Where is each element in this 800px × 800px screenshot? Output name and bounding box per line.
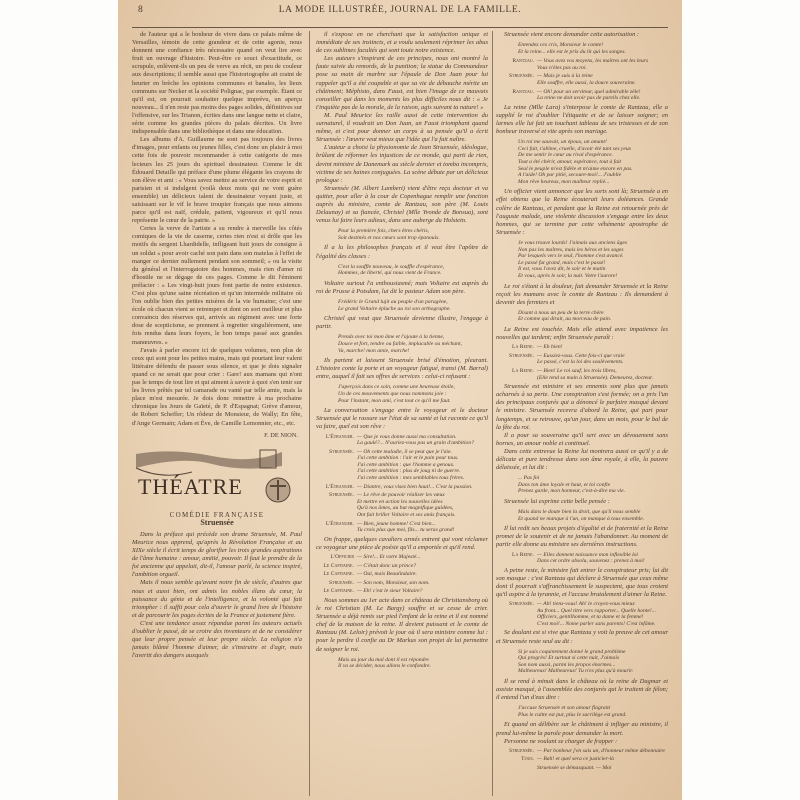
section-heading: COMÉDIE FRANÇAISE bbox=[169, 510, 265, 519]
paragraph: Struensée vient encore demander cette autorisation : bbox=[504, 31, 639, 38]
dialogue-line bbox=[316, 449, 488, 482]
verse-quote: Frédéric le Grand lujit au peuple d'un paragène, Le grand Voltaire épluche au roi son orthographe. bbox=[338, 299, 451, 312]
dialogue-text: — Mais je suis à la reine Elle souffre, elle aussi, la douce souveraine. bbox=[537, 73, 636, 87]
dialogue-line bbox=[316, 554, 488, 561]
paragraph: Le roi s'étant à la douleur, fait demander Struensée et la Reine reçoit les mamans avec le comte de Rantzau : Ils demandent à devenir des fermiers et bbox=[496, 282, 668, 306]
dialogue-text: — Que je vous donne aussi ma consultation. La gaulé?... N'auriez-vous pas un grain d'ambition? bbox=[357, 433, 474, 447]
paragraph: Personne ne voulant se charger de frapper : bbox=[504, 737, 618, 745]
paragraph: Christel qui veut que Struensée devienne illustre, l'engage à partir. bbox=[316, 315, 488, 331]
paragraph: C'est une tendance assez répandue parmi les auteurs actuels d'oublier le passé, de se croire des inventeurs et de ne considérer que leur propre pensée et leur propre siècle. La religion n'a jamais blâmé l'homme d'aimer, de s'instruire et d'agir, mais l'avertit des dangers auxquels bbox=[132, 619, 302, 660]
paragraph: Se doulant est si vive que Rantzau y voit la preuve de cet amour et Struensée reste seul au dit : bbox=[496, 629, 668, 645]
paragraph: Struensée (M. Albert Lambert) vient d'être reçu docteur et va quitter, pour aller à la cour de Copenhague remplir une fonction auprès du ministre, comte de Rantzau, son père (M. Louis Delaunay) et sa fiancée, Christel (Mlle Yvonde de Bonsua), sont venus lui faire leurs adieux, dans une auberge du Holstein. bbox=[316, 184, 488, 225]
paragraph: Struensée lui exprime cette belle pensée : bbox=[504, 497, 610, 505]
dialogue-line bbox=[496, 89, 668, 102]
dialogue-line bbox=[496, 765, 668, 772]
dialogue-text: — Diantre, vous visez bien haut!... C'est la passion. bbox=[357, 483, 473, 490]
verse-quote: Mais dans le doute bien la droit, que qu'il nous semble Et quand ne manque à l'un, on manque à tous ensemble. bbox=[518, 509, 645, 522]
speaker-name: L'Officier bbox=[330, 554, 354, 560]
theatre-banner-illustration bbox=[132, 446, 302, 508]
verse-quote: Prends avec toi mon âme et l'ajoute à la tienne, Douce et fort, tendre ou faible, implacable ou méchant, Va, marche! mon amie, marche! bbox=[338, 334, 462, 354]
verse-quote: Un roi me sauvait, un époux, un amant! Ceci fait, t'abîme, cruelle, d'avoir été tant ses yeux De me sentir le cœur au rival d'espérance. Tout a été chérir, amour, espérance, tout à fait Seul le peuple m'est fidèle et m'aime encore en pas. A l'aide! Oh par pitié, secoure-moi!... J'oublie Mon rêve heureux, mon malheur replié... bbox=[518, 139, 633, 185]
speaker-name: La Reine. bbox=[512, 367, 534, 374]
dialogue-line bbox=[496, 552, 668, 565]
speaker-name: Rantzau. bbox=[512, 88, 534, 95]
paragraph: Un officier vient annoncer que les sorts sont là; Struensée a en effet obtenu que la Reine écouterait leurs doléances. Grande colère de Rantzau, et pendant que la Reine est retournée près de l'auguste malade, une violente discussion s'engage entre les deux hommes, qui se termine par cette véhémente apostrophe de Struensée : bbox=[496, 188, 668, 236]
dialogue-line bbox=[496, 748, 668, 755]
paragraph: La reine (Mlle Lara) s'interpose le comte de Rantzau, elle a supplié le roi d'oublier l'étiquette et de se laisser soigner; en larmes elle lui fait un touchant tableau de ses tristesses et de son bonheur traversé et vite après son mariage. bbox=[496, 103, 668, 136]
paragraph: J'avais à parler encore ici de quelques volumes, non plus de ceux qui sont pour les petites mains, mais qui pourtant leur valent littéraire défendu de passer sous silence, et que je dois signaler quand ce ne serait que pour crier : Gare! aux mamans qui n'ont pas le temps de tout lire et qui aiment à savoir à quoi s'en tenir sur les livres prêtés par tel camarade ou vanté par telle amie, mais la place m'est mesurée. Je dois donc remettre à ma prochaine chronique les Jours de Gaïeté, de P. d'Espagnat; Grève d'amour, de Robert Scheffer; Un rôdeur de Monsieur, de Wally; En fête, d'Ange Germain; Adam et Ève, de Camille Lemonnier, etc., etc. bbox=[132, 346, 302, 427]
dialogue-text: — Eh! c'est le sieur Voltaire? bbox=[357, 588, 423, 595]
paragraph: Il se rend à minuit dans le château où la reine de Dagmar et assiste masqué, à l'assemblée des conjurés qui le traitent de félon; il entend l'un d'eux dire : bbox=[496, 678, 668, 702]
speaker-name: Le Capitaine. bbox=[323, 588, 354, 595]
dialogue-line bbox=[496, 756, 668, 763]
column-3 bbox=[496, 31, 668, 796]
dialogue-text: — Vous avez vos moyens, les maîtres ont les leurs Vous n'êtes pas au roi. bbox=[537, 58, 649, 71]
paragraph: M. Paul Meurice les raille aussi de cette intervention du surnaturel, il voudrait un Don Juan, un Faust triomphant quand même, et c'est pour donner un corps à sa pensée qu'il a écrit Struensée : l'œuvre veut mieux que l'idée qui l'a fait naître. bbox=[316, 111, 488, 144]
speaker-name: L'Étranger. bbox=[325, 483, 354, 490]
column-2 bbox=[316, 31, 488, 796]
paragraph: Il a lu les philosophes français et il veut être l'apôtre de l'égalité des classes : bbox=[316, 244, 488, 260]
verse-quote: Entendez ces cris, Monsieur le comte! Et la reine... elle est le prix du lit qui les songes. bbox=[518, 42, 626, 55]
speaker-name: Le Capitaine. bbox=[323, 562, 354, 569]
speaker-name: Le Capitaine. bbox=[323, 571, 354, 578]
column-divider bbox=[492, 31, 493, 796]
dialogue-text: — Le rêve de pouvoir réaliser les vœux Et mettre en action les nouvelles idées Qu'à nos âmes, au but magnifique guidées, Ont fait briller Voltaire et ses amis français. bbox=[357, 492, 456, 519]
paragraph: Ils partent et laissent Struensée brisé d'émotion, pleurant. L'histoire conte la porte et un voyageur fatigué, transi (M. Barral) entre, auquel il fait ses offres de services : celui-ci refusant : bbox=[316, 357, 488, 381]
paragraph: Il lui redit ses beaux projets d'égalité et de fraternité et la Reine promet de le soutenir et de ne jamais l'abandonner. Au moment de partir elle donne au ministre ses dernières instructions. bbox=[496, 525, 668, 549]
verse-quote: Si je suis coquinement donné le grand problème Qui progrès! Et surtout si cette nuit, J'aimais Son nom aussi, parmi les propos énormes... Malheureux! Malheureux! Tu n'es plus qu'à mourir. bbox=[518, 648, 634, 675]
paragraph: L'auteur a choisi la physionomie de Jean Struensée, idéologue, brûlant de réformer les injustices de ce monde, qui parti de rien, devint ministre de Danemark au siècle dernier et tomba incompris, victime de ses haines conjuguées. La scène débute par un délicieux prologue : bbox=[316, 144, 488, 184]
header-rule bbox=[132, 27, 668, 28]
dialogue-text: — Oui, mais Beaulindaire. bbox=[357, 571, 417, 578]
paragraph: il s'expose en ne cherchant que la satisfaction unique et immédiate de ses instincts, et a voulu seulement réprimer les abus de ces sublimes facultés qui sont toute notre existence. bbox=[316, 31, 488, 55]
dialogue-text: — Bien! Le roi sauf, les trois libres, (Elle tend sa main à Struensée). Demeurez, docteur. bbox=[537, 367, 653, 381]
paragraph: Les auteurs s'inspirant de ces principes, nous ont montré la faute suivie du remords, de la punition; la statue du Commandeur pose sa main de marbre sur l'épaule de Don Juan pour lui rappeler qu'il a été coupable et que sa vie de débauche mérite un châtiment; Méphisto, dans Faust, est bien l'image de ce mauvais conseiller qui dans les moments les plus difficiles nous dit : « Je t'inquiète pas de la morale, de la raison, agis suivant ta nature! » bbox=[316, 55, 488, 111]
dialogue-text: — Oh! pour un serviteur, quel admirable zèle! La reine ne doit avoir pas de pareils chez elle. bbox=[537, 88, 641, 102]
speaker-name: Struensée. bbox=[329, 492, 354, 499]
verse-quote: Je vous trouve lourds! J'aimais aux anciens âges Non pas les maîtres, mais les héros et les sages Par lesquels vers le seul, l'homme s'est avancé. Le passé fut grand, mais c'est le passé! Il est, vous l'avez dit, le soir et le matin Et vous, après le soir, la nuit. Votre l'aurore! bbox=[518, 239, 628, 279]
dialogue-text: — Oh cette maladie, il se peut que je l'aie. J'ai cette ambition : l'air et le pain pour tous. J'ai cette ambition : que l'homme a genoux. J'ai cette ambition : plus de joug ni de guerre. J'ai cette ambition : mes semblables tous frères. bbox=[357, 448, 465, 482]
dialogue-line bbox=[316, 571, 488, 578]
newspaper-page bbox=[118, 0, 682, 800]
paragraph: Struensée est ministre et ses ennemis sont plus que jamais acharnés à sa perte. Une conspiration s'est formée; on a pris l'un des principaux conjurés qui a dénoncé le parfaire masqué devant le ministre. Struensée recevra d'abord la Reine, qui part pour longtemps, et se retrouve, qu'un jour, dans un mois, pour le bal de la fête du roi. bbox=[496, 383, 668, 431]
speaker-name: L'Étranger. bbox=[325, 433, 354, 440]
speaker-name bbox=[496, 765, 537, 772]
verse-quote: J'accuse Struensée et son amour flagrant Plus le cultte est pur, plus le sacrilège est grand. bbox=[518, 705, 627, 718]
dialogue-line bbox=[496, 368, 668, 381]
dialogue-line bbox=[316, 563, 488, 570]
speaker-name: Struensée. bbox=[509, 73, 534, 80]
speaker-name: Tous. bbox=[521, 756, 534, 763]
dialogue-text: Struensée se démasquant. — Moi bbox=[537, 764, 612, 771]
dialogue-line bbox=[496, 353, 668, 366]
dialogue-text: — Eussiez-vous. Cette fois-ci que vraie Le passé, c'est la loi des soulèvements. bbox=[537, 352, 625, 366]
verse-quote: C'est la souffle nouveau, le souffle d'espérance, Hommes, de liberté, qui nous vient de France. bbox=[338, 263, 445, 277]
dialogue-line bbox=[316, 484, 488, 491]
speaker-name: Struensée. bbox=[329, 579, 354, 586]
dialogue-line bbox=[316, 492, 488, 518]
column-1 bbox=[132, 31, 302, 796]
paragraph: Il a pour sa souveraine qu'il sert avec un dévouement sans bornes, un amour noble et continuel. bbox=[496, 431, 668, 447]
paragraph: Et quand on délibère sur le châtiment à infliger au ministre, il prend lui-même la parole pour demander la mort. bbox=[496, 721, 668, 737]
paragraph: Dans la préface qui précède son drame Struensée, M. Paul Meurice nous apprend, qu'après la Révolution Française et au XIXe siècle il écrit temps de glorifier les trois grandes aspirations de l'âme humaine : amour, amitié, pouvoir. Il faut le prendre de la foi ancienne qui appelait, dit-il, l'amour parlé, la science inspiré, l'ambition orgueil. bbox=[132, 530, 302, 579]
dialogue-line bbox=[496, 601, 668, 627]
dialogue-text: — C'était donc un prince? bbox=[357, 562, 416, 569]
speaker-name: Struensée. bbox=[509, 352, 534, 359]
speaker-name: Rantzau. bbox=[512, 58, 534, 65]
dialogue-text: — Elles donnent naissance mon inflexible loi Dans cet ordre absolu, souvenez : prenez à moi! bbox=[537, 551, 645, 565]
speaker-name: Struensée. bbox=[509, 747, 534, 754]
paragraph: Nous sommes au 1er acte dans ce château de Christiansborg où le roi Christian (M. Le Bargy) souffre et se cesse de crier. Struensée a déjà remis sur pied l'enfant de la reine et il est nommé chef de la maison de la reine. Il devient puissant et le comte de Rantzau (M. Leloir) prévoit le jour où il sera ministre comme lui : pour le perdre il confie au Dr Markus son projet de lui permettre de soigner le roi. bbox=[316, 596, 488, 653]
dialogue-text: — Son nom, Monsieur, son nom. bbox=[357, 579, 430, 586]
speaker-name: Struensée. bbox=[329, 448, 354, 455]
paragraph: La conversation s'engage entre le voyageur et le docteur Struensée qui le rassure sur l'état de sa santé et lui raconte ce qu'il va faire, quel est son rêve : bbox=[316, 407, 488, 431]
journal-title: LA MODE ILLUSTRÉE, JOURNAL DE LA FAMILLE. bbox=[278, 5, 522, 15]
paragraph: On frappe, quelques cavaliers armés entrent qui vont réclamer ce voyageur une pièce de poésie qu'il a emportée et qu'il rend. bbox=[316, 535, 488, 551]
speaker-name: Struensée. bbox=[509, 601, 534, 608]
paragraph: Voltaire surtout l'a enthousiasmé; mais Voltaire est auprès du roi de Prusse à Potsdam, lui dit le pasteur Adam son père. bbox=[316, 279, 488, 295]
page-number: 8 bbox=[138, 5, 144, 15]
play-title: Struensée bbox=[200, 517, 234, 527]
verse-quote: Mais au jour du mal dont il est répondre Il va se décider, nous allons le confondre. bbox=[338, 656, 431, 670]
dialogue-text: — Bien, jeune homme! C'est bien... Tu crois plus que moi, fils... tu seras grand! bbox=[357, 520, 455, 534]
paragraph: Certes la verve de l'artiste a su rendre à merveille les côtés comiques de la vie de caserne, certes rien n'est si drôle que les motifs du sergent Lhardidelle, infligeant huit jours de consigne à un soldat « pour avoir caché son pain dans son matelas à l'effet de manger ce dernier nullement pendant son sommeil; » ou la visite du général et l'interrogatoire des hommes, mais rien d'amer ni d'hostile ne se dégage de ces pages. Comme le dit l'éminent préfacier : « Les vingt-huit jours font partie de notre existence. C'est plus qu'une saine récréation et qu'un intermède militaire où l'on oublie bien des petites misères de la vie humaine; c'est une école où chacun vient se retremper et dont on sort meilleur et plus convaincu des réserves qui, arrivés au régiment avec une forte dose de scepticisme, se prennent à regretter singulièrement, une fois rendus dans leurs foyers, le bon temps passé aux grandes manœuvres. » bbox=[132, 225, 302, 346]
paragraph: A peine reste, le ministre fait entrer le conspirateur pris; lui dit son masque : c'est Rantzau qui déclare à Struensée que ceux même dont il pourrait s'affranchissement le suspectent, que tous croient qu'il aspire à la tyrannie, et l'accuse brutalement d'aimer la Reine. bbox=[496, 566, 668, 598]
speaker-name: L'Étranger. bbox=[325, 520, 354, 527]
dialogue-text: — Eh bien! bbox=[537, 344, 563, 351]
dialogue-line bbox=[316, 521, 488, 534]
verse-quote: Disant à nous un peu de la terre chère Et comme qui dirait, au morceau de pain. bbox=[518, 309, 612, 323]
dialogue-line bbox=[316, 580, 488, 587]
dialogue-line bbox=[316, 434, 488, 447]
verse-quote: ... Pas foi Dans ton âme loyale et haut, et loi confie Prenez garde, mon honneur, c'est-à-dire ma vie. bbox=[518, 475, 625, 495]
column-divider bbox=[309, 31, 310, 796]
dialogue-line bbox=[316, 588, 488, 595]
dialogue-line bbox=[496, 344, 668, 351]
paragraph: La Reine est touchée. Mais elle attend avec impatience les nouvelles qui tardent; enfin Struensée paraît : bbox=[496, 325, 668, 342]
speaker-name: La Reine. bbox=[512, 551, 534, 558]
paragraph: de l'auteur qui a le bonheur de vivre dans ce palais même de Versailles, témoin de cette grandeur et de cette agonie, nous donnent une confiance très nécessaire quand on veut lire avec fruit un ouvrage d'histoire. Peut-être ce souci d'exactitude, ce scrupule, enlèvent-ils un peu de verve au récit, un peu de couleur aux descriptions; il semble aussi que l'historiographe ait craint de heurter en brèche les opinions communes et banales, les lieux communs sur Necker et la société Polignac, par exemple. Étant ce qu'il est, on pourrait souhaiter quelque imprévu, un aperçu nouveau... il n'en reste pas moins des pages solides, définitives sur l'offensive, sur les Trianon, écrites dans une langue nette et claire, série comme les grandes pièces du palais décrites. Un livre indispensable dans une bibliothèque et dans une éducation. bbox=[132, 31, 302, 136]
paragraph: Les albums d'A. Guillaume ne sont pas toujours des livres d'images, pour enfants ou jeunes filles, c'est donc un plaisir à moi cette fois de pouvoir recommander à cette catégorie de mes lecteurs les 25 jours du spirituel dessinateur. Comme le dit Édouard Detaille qui préface d'une plume élégante les crayons de son élève et ami : « Vous savez mettre au service de votre esprit et parisien et si indulgent (voilà deux mots qui ne vont guère ensemble) un délicieux talent de dessinateur voyant juste, et saisissant sur le vif le brave troupier français que nous aimons parce qu'il est naïf, crédule, patient, vigoureux et qu'il nous représente le cœur de la patrie. » bbox=[132, 136, 302, 225]
theatre-banner-art bbox=[132, 446, 302, 508]
dialogue-text: — Sire!... Et votre Majesté... bbox=[357, 554, 421, 560]
page-header bbox=[132, 4, 668, 24]
speaker-name: La Reine. bbox=[512, 344, 534, 351]
paragraph: Mais il nous semble qu'avant notre fin de siècle, d'autres que nous et aussi bien, ont admis les nobles élans du cœur, la puissance du génie et de l'intelligence, et la volonté qui fait triompher : il suffit pour cela d'ouvrir le grand livre de l'histoire et de parcourir les pages écrites de la France et justement fière. bbox=[132, 579, 302, 619]
verse-quote: Pour la première fois, chers êtres chéris, Soit destinés et nos cœurs sont trop épanouis. bbox=[338, 228, 440, 241]
dialogue-text: — Par bonheur j'en sais un, d'honneur même débonnaire bbox=[537, 747, 665, 754]
dialogue-text: — Bah! et quel sera ce justicier-là bbox=[537, 756, 614, 763]
dialogue-text: — Ah! tiens-vous! Ah! le croyez-vous mieux Au front... Quel titre vers rapporter... Quelle honte!... Officiers, gentilhomme, et ta dame et la femme! C'est moi!... Nome parler sans parents! C'est infâme. bbox=[537, 601, 656, 627]
verse-quote: J'aperçois dans ce soin, comme une heureuse étoile, Un de ces mouvements que nous nommons joie : Pour l'instant, mon ami, c'est tout ce qu'il me faut. bbox=[338, 384, 455, 404]
dialogue-line bbox=[496, 73, 668, 86]
author-signature: F. DE NION. bbox=[264, 431, 298, 439]
paragraph: Dans cette entrevue la Reine lui montrera aussi ce qu'il y a de délicate et pure tendresse dans son âme royale, à elle, la pauvre délaissée, et lui dit : bbox=[496, 447, 668, 472]
theatre-banner-lettering: THÉATRE bbox=[138, 473, 243, 499]
dialogue-line bbox=[496, 58, 668, 71]
